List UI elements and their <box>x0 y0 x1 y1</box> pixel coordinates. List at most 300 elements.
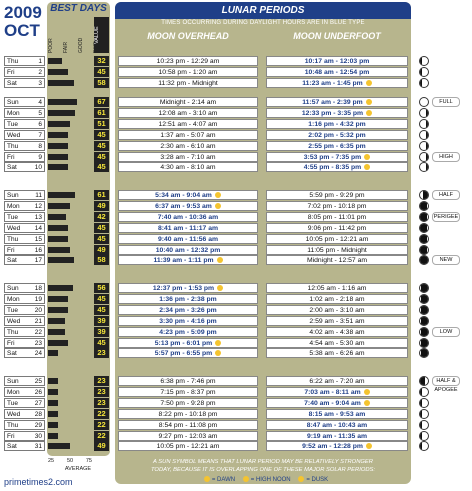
overhead-time: 10:05 pm - 12:21 am <box>156 443 220 451</box>
underfoot-time: 8:15 am - 9:53 am <box>308 410 366 418</box>
sun-icon <box>364 154 370 160</box>
sun-icon <box>204 476 210 482</box>
day-name: Tue <box>7 306 18 314</box>
overhead-cell <box>118 294 258 304</box>
underfoot-cell <box>266 338 408 348</box>
rating-bar-track <box>48 389 92 395</box>
rating-bar-track <box>48 236 92 242</box>
month-label: OCT <box>4 21 40 40</box>
sun-legend <box>118 476 408 483</box>
overhead-time: 7:50 pm - 9:28 pm <box>160 399 216 407</box>
day-name: Fri <box>7 432 15 440</box>
rating-bar-track <box>48 296 92 302</box>
day-cell <box>4 376 45 386</box>
moon-phase-icon <box>419 130 429 140</box>
underfoot-time: 2:02 pm - 5:32 pm <box>308 131 366 139</box>
table-row <box>0 152 472 162</box>
table-row <box>0 255 472 265</box>
table-row <box>0 245 472 255</box>
underfoot-cell <box>266 212 408 222</box>
sun-icon <box>215 340 221 346</box>
underfoot-cell <box>266 348 408 358</box>
day-number: 12 <box>34 202 42 210</box>
value-cell: 61 <box>94 190 109 200</box>
value-cell: 58 <box>94 78 109 88</box>
table-row <box>0 409 472 419</box>
moon-phase-icon <box>419 56 429 66</box>
value-cell: 23 <box>94 348 109 358</box>
value-cell: 49 <box>94 245 109 255</box>
underfoot-cell <box>266 162 408 172</box>
day-cell <box>4 223 45 233</box>
underfoot-time: 7:03 am - 8:11 am <box>304 388 361 396</box>
rating-bar <box>48 164 68 170</box>
rating-bar <box>48 389 58 395</box>
underfoot-time: 12:33 pm - 3:35 pm <box>301 109 364 117</box>
site-link[interactable]: primetimes2.com <box>4 477 73 487</box>
overhead-time: 12:51 am - 4:07 am <box>158 120 218 128</box>
overhead-time: 1:36 pm - 2:38 pm <box>159 295 217 303</box>
underfoot-time: 6:22 am - 7:20 am <box>309 378 365 385</box>
rating-bar-track <box>48 203 92 209</box>
table-row <box>0 190 472 200</box>
value-cell: 45 <box>94 294 109 304</box>
lunar-periods-header: LUNAR PERIODS <box>115 2 411 19</box>
day-name: Sat <box>7 79 17 87</box>
day-name: Tue <box>7 120 18 128</box>
rating-bar <box>48 350 58 356</box>
underfoot-time: 1:16 pm - 4:32 pm <box>308 120 366 128</box>
underfoot-time: 10:48 am - 12:54 pm <box>304 68 370 76</box>
table-row <box>0 97 472 107</box>
underfoot-cell <box>266 152 408 162</box>
moon-phase-icon <box>419 409 429 419</box>
table-row <box>0 338 472 348</box>
day-cell <box>4 97 45 107</box>
overhead-time: 11:39 am - 1:11 pm <box>153 257 214 265</box>
overhead-time: 2:34 pm - 3:26 pm <box>159 306 217 314</box>
day-number: 1 <box>38 58 42 65</box>
value-cell: 45 <box>94 130 109 140</box>
rating-bar <box>48 225 68 231</box>
underfoot-time: 9:52 am - 12:28 pm <box>302 443 363 451</box>
value-cell: 45 <box>94 152 109 162</box>
overhead-cell <box>118 409 258 419</box>
phase-label: HALF <box>432 190 460 200</box>
overhead-cell <box>118 130 258 140</box>
overhead-time: 7:40 am - 10:36 am <box>157 213 219 221</box>
day-number: 25 <box>34 378 42 385</box>
avg-tick: 75 <box>85 458 92 464</box>
day-cell <box>4 409 45 419</box>
day-cell <box>4 338 45 348</box>
day-name: Sun <box>7 99 19 106</box>
overhead-time: 7:15 pm - 8:37 pm <box>160 388 216 396</box>
value-cell: 45 <box>94 162 109 172</box>
day-name: Fri <box>7 153 15 161</box>
day-cell <box>4 119 45 129</box>
moon-phase-icon <box>419 119 429 129</box>
rating-bar-track <box>48 422 92 428</box>
day-cell <box>4 56 45 66</box>
day-name: Sat <box>7 443 17 451</box>
table-row <box>0 283 472 293</box>
moon-phase-icon <box>419 78 429 88</box>
moon-phase-icon <box>419 327 429 337</box>
moon-phase-icon <box>419 108 429 118</box>
underfoot-time: 10:05 pm - 12:21 am <box>305 235 369 243</box>
overhead-time: 2:30 am - 6:10 am <box>160 142 216 150</box>
phase-label: HIGH <box>432 152 460 162</box>
rating-bar <box>48 296 68 302</box>
rating-bar-track <box>48 443 92 449</box>
moon-phase-icon <box>419 245 429 255</box>
overhead-time: 9:27 pm - 12:03 am <box>158 432 218 440</box>
value-cell: 45 <box>94 234 109 244</box>
underfoot-cell <box>266 376 408 386</box>
overhead-cell <box>118 348 258 358</box>
table-row <box>0 223 472 233</box>
rating-bar-track <box>48 433 92 439</box>
day-number: 19 <box>34 295 42 303</box>
overhead-time: 1:37 am - 5:07 am <box>160 131 216 139</box>
overhead-cell <box>118 234 258 244</box>
day-name: Tue <box>7 399 18 407</box>
moon-phase-icon <box>419 431 429 441</box>
table-row <box>0 431 472 441</box>
overhead-cell <box>118 67 258 77</box>
sun-icon <box>215 350 221 356</box>
rating-bar <box>48 110 75 116</box>
underfoot-cell <box>266 387 408 397</box>
underfoot-cell <box>266 283 408 293</box>
moon-phase-icon <box>419 420 429 430</box>
day-name: Mon <box>7 202 20 210</box>
rating-bar-track <box>48 285 92 291</box>
day-name: Sat <box>7 350 17 358</box>
rating-bar <box>48 318 65 324</box>
avg-tick: 50 <box>66 458 74 464</box>
day-number: 26 <box>34 388 42 396</box>
day-cell <box>4 212 45 222</box>
rating-bar <box>48 80 74 86</box>
moon-phase-icon <box>419 255 429 265</box>
value-cell: 45 <box>94 305 109 315</box>
day-name: Thu <box>7 142 19 150</box>
day-cell <box>4 348 45 358</box>
daylight-note: TIMES OCCURRING DURING DAYLIGHT HOURS ARE IN BLUE TYPE <box>161 20 365 26</box>
legend-dusk: = DUSK <box>306 477 329 483</box>
rating-bar <box>48 203 70 209</box>
average-scale <box>48 458 92 464</box>
day-cell <box>4 201 45 211</box>
underfoot-cell <box>266 97 408 107</box>
moon-underfoot-header: MOON UNDERFOOT <box>293 31 381 41</box>
day-name: Sat <box>7 257 17 265</box>
moon-phase-icon <box>419 141 429 151</box>
rating-bar <box>48 433 58 439</box>
moon-phase-icon <box>419 398 429 408</box>
value-cell: 23 <box>94 376 109 386</box>
rating-bar-track <box>48 154 92 160</box>
day-name: Sun <box>7 378 19 385</box>
day-number: 18 <box>34 285 42 292</box>
moon-phase-icon <box>419 294 429 304</box>
rating-bar-track <box>48 110 92 116</box>
rating-bar-track <box>48 143 92 149</box>
underfoot-time: 8:47 am - 10:43 am <box>306 421 368 429</box>
overhead-cell <box>118 305 258 315</box>
day-cell <box>4 108 45 118</box>
rating-bar <box>48 307 68 313</box>
rating-bar-track <box>48 247 92 253</box>
rating-bar <box>48 214 66 220</box>
overhead-cell <box>118 97 258 107</box>
underfoot-time: 10:17 am - 12:03 pm <box>304 58 370 65</box>
day-cell <box>4 255 45 265</box>
rating-bar-track <box>48 378 92 384</box>
table-row <box>0 108 472 118</box>
note-line-1: A SUN SYMBOL MEANS THAT LUNAR PERIOD MAY BE RELATIVELY STRONGER <box>153 459 373 465</box>
table-row <box>0 162 472 172</box>
rating-bar <box>48 58 62 64</box>
value-cell: 23 <box>94 398 109 408</box>
day-cell <box>4 245 45 255</box>
moon-phase-icon <box>419 305 429 315</box>
overhead-cell <box>118 56 258 66</box>
overhead-time: 4:23 pm - 5:09 pm <box>159 328 217 336</box>
day-number: 16 <box>34 246 42 254</box>
overhead-cell <box>118 201 258 211</box>
underfoot-cell <box>266 327 408 337</box>
underfoot-cell <box>266 420 408 430</box>
sun-icon <box>366 110 372 116</box>
rating-bar-track <box>48 121 92 127</box>
sun-icon <box>298 476 304 482</box>
value-cell: 67 <box>94 97 109 107</box>
day-number: 29 <box>34 421 42 429</box>
rating-bar <box>48 378 58 384</box>
rating-bar-track <box>48 400 92 406</box>
overhead-time: 4:30 am - 8:10 am <box>160 164 216 172</box>
day-cell <box>4 327 45 337</box>
underfoot-cell <box>266 441 408 451</box>
underfoot-time: 9:19 am - 11:35 am <box>306 432 368 440</box>
rating-bar <box>48 154 68 160</box>
day-number: 2 <box>38 68 42 76</box>
rating-bar-track <box>48 257 92 263</box>
col-poor: POOR <box>48 38 54 53</box>
day-name: Thu <box>7 58 19 65</box>
underfoot-time: 5:59 pm - 9:29 pm <box>309 192 365 199</box>
day-name: Tue <box>7 213 18 221</box>
average-label: AVERAGE <box>64 466 92 472</box>
day-name: Sun <box>7 285 19 292</box>
overhead-cell <box>118 141 258 151</box>
table-row <box>0 201 472 211</box>
day-name: Thu <box>7 235 19 243</box>
overhead-time: 12:37 pm - 1:53 pm <box>152 285 215 292</box>
day-number: 22 <box>34 328 42 336</box>
overhead-time: Midnight - 2:14 am <box>159 99 217 106</box>
underfoot-time: 4:55 pm - 8:35 pm <box>303 164 362 172</box>
underfoot-cell <box>266 67 408 77</box>
day-number: 17 <box>34 257 42 265</box>
day-cell <box>4 387 45 397</box>
rating-bar <box>48 411 58 417</box>
rating-bar-track <box>48 214 92 220</box>
underfoot-cell <box>266 234 408 244</box>
day-name: Wed <box>7 224 21 232</box>
col-good: GOOD <box>78 37 84 53</box>
rating-bar-track <box>48 340 92 346</box>
day-number: 10 <box>34 164 42 172</box>
value-cell: 45 <box>94 338 109 348</box>
sun-icon <box>243 476 249 482</box>
overhead-cell <box>118 441 258 451</box>
overhead-time: 5:34 am - 9:04 am <box>155 192 212 199</box>
day-cell <box>4 316 45 326</box>
overhead-cell <box>118 255 258 265</box>
overhead-time: 10:58 pm - 1:20 am <box>158 68 218 76</box>
rating-bar-track <box>48 69 92 75</box>
value-cell: 45 <box>94 223 109 233</box>
table-row <box>0 441 472 451</box>
value-cell: 58 <box>94 255 109 265</box>
table-row <box>0 119 472 129</box>
table-row <box>0 294 472 304</box>
sun-symbol-note <box>118 458 408 474</box>
day-number: 9 <box>38 153 42 161</box>
day-cell <box>4 78 45 88</box>
rating-bar-track <box>48 329 92 335</box>
day-name: Wed <box>7 131 21 139</box>
value-cell: 45 <box>94 67 109 77</box>
rating-bar-track <box>48 58 92 64</box>
table-row <box>0 348 472 358</box>
overhead-time: 12:08 am - 3:10 am <box>158 109 218 117</box>
best-days-header: BEST DAYS <box>50 3 107 14</box>
value-cell: 42 <box>94 212 109 222</box>
underfoot-time: 7:02 pm - 10:18 pm <box>307 202 367 210</box>
overhead-cell <box>118 223 258 233</box>
overhead-cell <box>118 108 258 118</box>
table-row <box>0 305 472 315</box>
day-number: 27 <box>34 399 42 407</box>
day-cell <box>4 234 45 244</box>
table-row <box>0 78 472 88</box>
rating-bar <box>48 132 68 138</box>
moon-phase-icon <box>419 283 429 293</box>
moon-phase-icon <box>419 376 429 386</box>
sun-icon <box>366 80 372 86</box>
day-number: 14 <box>34 224 42 232</box>
day-number: 20 <box>34 306 42 314</box>
phase-label: FULL <box>432 97 460 107</box>
value-cell: 39 <box>94 316 109 326</box>
value-cell: 49 <box>94 201 109 211</box>
overhead-cell <box>118 152 258 162</box>
underfoot-time: 4:02 am - 4:38 am <box>309 328 365 336</box>
day-name: Sat <box>7 164 17 172</box>
underfoot-cell <box>266 245 408 255</box>
day-name: Fri <box>7 246 15 254</box>
day-number: 15 <box>34 235 42 243</box>
underfoot-cell <box>266 141 408 151</box>
moon-phase-icon <box>419 190 429 200</box>
underfoot-time: 2:00 am - 3:10 am <box>309 306 365 314</box>
underfoot-cell <box>266 119 408 129</box>
overhead-cell <box>118 212 258 222</box>
rating-bar-track <box>48 411 92 417</box>
note-line-2: TODAY, BECAUSE IT IS OVERLAPPING ONE OF THESE MAJOR SOLAR PERIODS: <box>151 467 375 473</box>
day-name: Sun <box>7 192 19 199</box>
day-name: Wed <box>7 317 21 325</box>
rating-bar <box>48 247 70 253</box>
day-cell <box>4 283 45 293</box>
underfoot-cell <box>266 78 408 88</box>
moon-phase-icon <box>419 316 429 326</box>
day-name: Fri <box>7 339 15 347</box>
overhead-cell <box>118 283 258 293</box>
table-row <box>0 327 472 337</box>
table-row <box>0 56 472 66</box>
day-number: 13 <box>34 213 42 221</box>
underfoot-time: 4:54 am - 5:30 am <box>309 339 365 347</box>
overhead-time: 3:30 pm - 4:16 pm <box>159 317 217 325</box>
day-number: 23 <box>34 339 42 347</box>
rating-bar <box>48 69 68 75</box>
sun-icon <box>215 192 221 198</box>
moon-phase-icon <box>419 162 429 172</box>
overhead-time: 6:38 pm - 7:46 pm <box>160 378 216 385</box>
underfoot-cell <box>266 130 408 140</box>
underfoot-cell <box>266 294 408 304</box>
day-number: 4 <box>38 99 42 106</box>
underfoot-time: 2:59 am - 3:51 am <box>309 317 365 325</box>
moon-phase-icon <box>419 223 429 233</box>
day-number: 21 <box>34 317 42 325</box>
overhead-cell <box>118 420 258 430</box>
day-number: 24 <box>34 350 42 358</box>
underfoot-cell <box>266 255 408 265</box>
sun-icon <box>366 99 372 105</box>
underfoot-time: 12:05 am - 1:16 am <box>307 285 367 292</box>
day-cell <box>4 441 45 451</box>
overhead-cell <box>118 338 258 348</box>
underfoot-cell <box>266 431 408 441</box>
value-cell: 22 <box>94 431 109 441</box>
table-row <box>0 420 472 430</box>
table-row <box>0 67 472 77</box>
moon-phase-icon <box>419 387 429 397</box>
day-name: Mon <box>7 109 20 117</box>
rating-bar-track <box>48 318 92 324</box>
sun-icon <box>364 389 370 395</box>
overhead-time: 9:40 am - 11:56 am <box>157 235 219 243</box>
rating-bar <box>48 99 77 105</box>
day-name: Mon <box>7 388 20 396</box>
phase-label: HALF & APOGEE <box>432 376 460 386</box>
day-number: 3 <box>38 79 42 87</box>
rating-bar <box>48 257 74 263</box>
table-row <box>0 130 472 140</box>
rating-bar <box>48 143 68 149</box>
rating-bar-track <box>48 192 92 198</box>
value-cell: 51 <box>94 119 109 129</box>
rating-bar-track <box>48 307 92 313</box>
col-fair: FAIR <box>63 41 69 53</box>
